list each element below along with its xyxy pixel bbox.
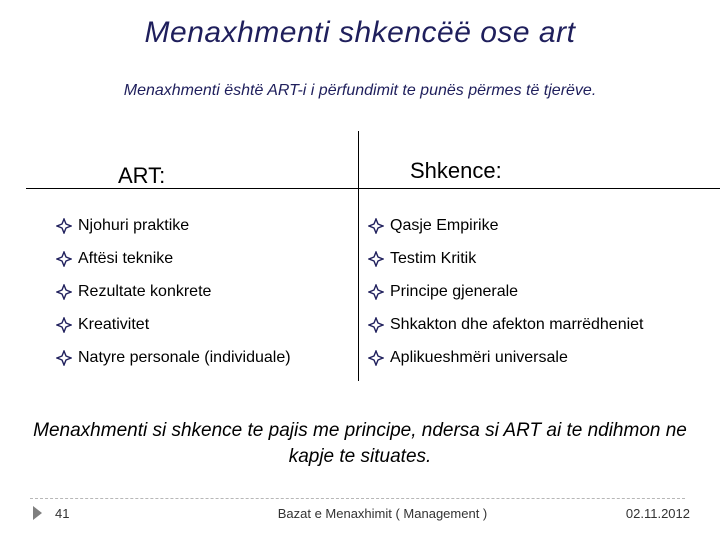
footer-date: 02.11.2012 [625,506,690,521]
list-item [368,209,644,242]
diamond-bullet-icon [56,317,72,333]
art-item-label: Aftësi teknike [78,249,174,267]
conclusion-text: Menaxhmenti si shkence te pajis me principe, ndersa si ART ai te ndihmon ne kapje te situates. [33,420,687,467]
diamond-bullet-icon [56,251,72,267]
diamond-bullet-icon [56,218,72,234]
diamond-bullet-icon [368,350,384,366]
page-number: 41 [55,506,70,521]
arrow-right-icon [33,506,42,520]
shkence-list [368,209,644,374]
art-item-label: Kreativitet [78,315,150,333]
shkence-item-label: Shkakton dhe afekton marrëdheniet [390,315,644,333]
list-item [368,275,644,308]
list-item [56,341,291,374]
shkence-item-label: Aplikueshmëri universale [390,348,568,366]
shkence-heading: Shkence: [410,158,502,183]
list-item [368,341,644,374]
diamond-bullet-icon [368,317,384,333]
art-list [56,209,291,374]
shkence-item-label: Testim Kritik [390,249,477,267]
art-item-label: Rezultate konkrete [78,282,212,300]
diamond-bullet-icon [368,251,384,267]
art-item-label: Natyre personale (individuale) [78,348,291,366]
slide-title: Menaxhmenti shkencëë ose art [144,16,576,49]
slide-subtitle: Menaxhmenti është ART-i i përfundimit te punës përmes të tjerëve. [123,82,597,99]
art-heading: ART: [118,163,166,188]
shkence-item-label: Qasje Empirike [390,216,499,234]
list-item [56,275,291,308]
footer-divider [30,498,685,499]
list-item [56,242,291,275]
list-item [368,242,644,275]
diamond-bullet-icon [368,218,384,234]
list-item [56,308,291,341]
list-item [56,209,291,242]
diamond-bullet-icon [56,284,72,300]
art-item-label: Njohuri praktike [78,216,190,234]
footer-center-text: Bazat e Menaxhimit ( Management ) [277,506,488,521]
column-divider-vertical [358,131,359,381]
list-item [368,308,644,341]
shkence-item-label: Principe gjenerale [390,282,519,300]
diamond-bullet-icon [56,350,72,366]
diamond-bullet-icon [368,284,384,300]
